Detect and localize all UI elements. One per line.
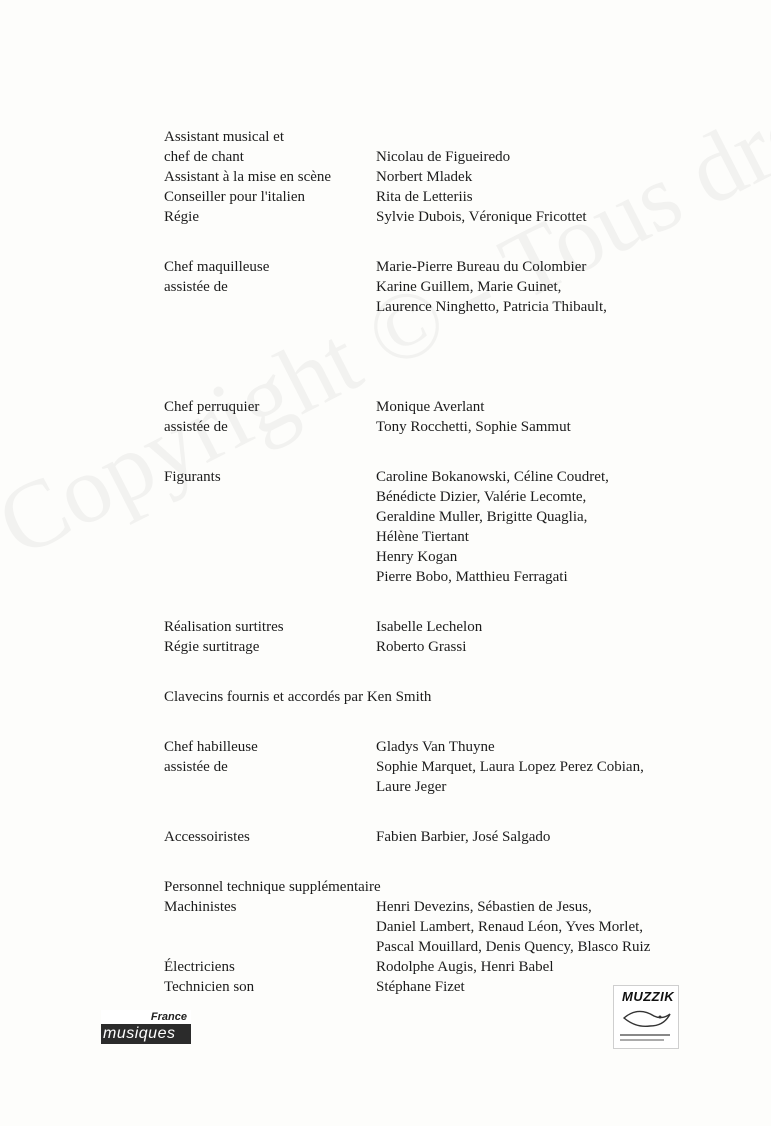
credit-role: Personnel technique supplémentaire — [164, 879, 381, 895]
credit-line — [164, 917, 724, 937]
credit-line — [164, 187, 724, 207]
credit-role: Chef maquilleuse — [164, 259, 270, 275]
credit-names: Sylvie Dubois, Véronique Fricottet — [376, 209, 587, 225]
credit-role: Accessoiristes — [164, 829, 250, 845]
credit-role: Assistant musical et — [164, 129, 284, 145]
credit-line — [164, 777, 724, 797]
credit-names: Daniel Lambert, Renaud Léon, Yves Morlet, — [376, 919, 644, 935]
france-musiques-logo-france: France — [150, 1011, 187, 1023]
credit-line — [164, 757, 724, 777]
credit-role: Chef perruquier — [164, 399, 260, 415]
credit-role: Figurants — [164, 469, 221, 485]
credit-line — [164, 617, 724, 637]
credit-role: Technicien son — [164, 979, 255, 995]
section-gap — [164, 437, 724, 467]
credit-role: assistée de — [164, 419, 228, 435]
credit-role: assistée de — [164, 759, 228, 775]
credit-line — [164, 277, 724, 297]
credit-role: Clavecins fournis et accordés par Ken Smith — [164, 689, 432, 705]
credit-line — [164, 567, 724, 587]
credit-names: Fabien Barbier, José Salgado — [376, 829, 551, 845]
credit-line — [164, 957, 724, 977]
credit-role: Réalisation surtitres — [164, 619, 284, 635]
credit-line — [164, 127, 724, 147]
muzzik-logo — [613, 985, 679, 1049]
credit-line — [164, 937, 724, 957]
credit-line — [164, 827, 724, 847]
credit-names: Laure Jeger — [376, 779, 447, 795]
credit-names: Henry Kogan — [376, 549, 458, 565]
credit-names: Monique Averlant — [376, 399, 485, 415]
credit-names: Hélène Tiertant — [376, 529, 469, 545]
credit-role: Machinistes — [164, 899, 237, 915]
credit-line — [164, 897, 724, 917]
credit-role: Assistant à la mise en scène — [164, 169, 332, 185]
credit-names: Gladys Van Thuyne — [376, 739, 495, 755]
muzzik-logo-text: MUZZIK — [622, 989, 675, 1004]
credit-names: Caroline Bokanowski, Céline Coudret, — [376, 469, 609, 485]
credit-line — [164, 877, 724, 897]
credit-names: Pierre Bobo, Matthieu Ferragati — [376, 569, 568, 585]
credit-names: Sophie Marquet, Laura Lopez Perez Cobian, — [376, 759, 644, 775]
section-gap — [164, 657, 724, 687]
credit-names: Rodolphe Augis, Henri Babel — [376, 959, 554, 975]
credit-names: Roberto Grassi — [376, 639, 467, 655]
credit-line — [164, 147, 724, 167]
credit-names: Norbert Mladek — [376, 169, 473, 185]
credits-list — [164, 127, 724, 997]
credit-line — [164, 257, 724, 277]
credit-names: Nicolau de Figueiredo — [376, 149, 511, 165]
section-gap — [164, 367, 724, 397]
credit-names: Laurence Ninghetto, Patricia Thibault, — [376, 299, 607, 315]
credit-names: Marie-Pierre Bureau du Colombier — [376, 259, 587, 275]
credit-role: chef de chant — [164, 149, 244, 165]
credit-names: Tony Rocchetti, Sophie Sammut — [376, 419, 571, 435]
section-gap — [164, 587, 724, 617]
credit-names: Stéphane Fizet — [376, 979, 465, 995]
credit-line — [164, 467, 724, 487]
credit-names: Pascal Mouillard, Denis Quency, Blasco Ruiz — [376, 939, 651, 955]
credit-line — [164, 687, 724, 707]
section-gap — [164, 847, 724, 877]
credit-line — [164, 547, 724, 567]
credit-line — [164, 487, 724, 507]
credit-line — [164, 207, 724, 227]
credit-line — [164, 637, 724, 657]
france-musiques-logo — [101, 1010, 191, 1044]
credit-role: Chef habilleuse — [164, 739, 258, 755]
france-musiques-logo-musiques: musiques — [103, 1025, 176, 1042]
credit-names: Henri Devezins, Sébastien de Jesus, — [376, 899, 592, 915]
credit-line — [164, 397, 724, 417]
credit-role: Régie — [164, 209, 199, 225]
credit-role: Conseiller pour l'italien — [164, 189, 306, 205]
section-gap — [164, 797, 724, 827]
credit-line — [164, 297, 724, 317]
credit-line — [164, 507, 724, 527]
credit-names: Rita de Letteriis — [376, 189, 473, 205]
credit-names: Geraldine Muller, Brigitte Quaglia, — [376, 509, 588, 525]
section-gap — [164, 707, 724, 737]
credit-names: Isabelle Lechelon — [376, 619, 483, 635]
credit-line — [164, 417, 724, 437]
section-gap — [164, 227, 724, 257]
credit-line — [164, 737, 724, 757]
credit-names: Bénédicte Dizier, Valérie Lecomte, — [376, 489, 587, 505]
credit-line — [164, 167, 724, 187]
credit-line — [164, 347, 724, 367]
credit-role: Électriciens — [164, 959, 235, 975]
credit-role: assistée de — [164, 279, 228, 295]
credit-line — [164, 527, 724, 547]
section-gap — [164, 317, 724, 347]
credit-role: Régie surtitrage — [164, 639, 260, 655]
credit-names: Karine Guillem, Marie Guinet, — [376, 279, 562, 295]
